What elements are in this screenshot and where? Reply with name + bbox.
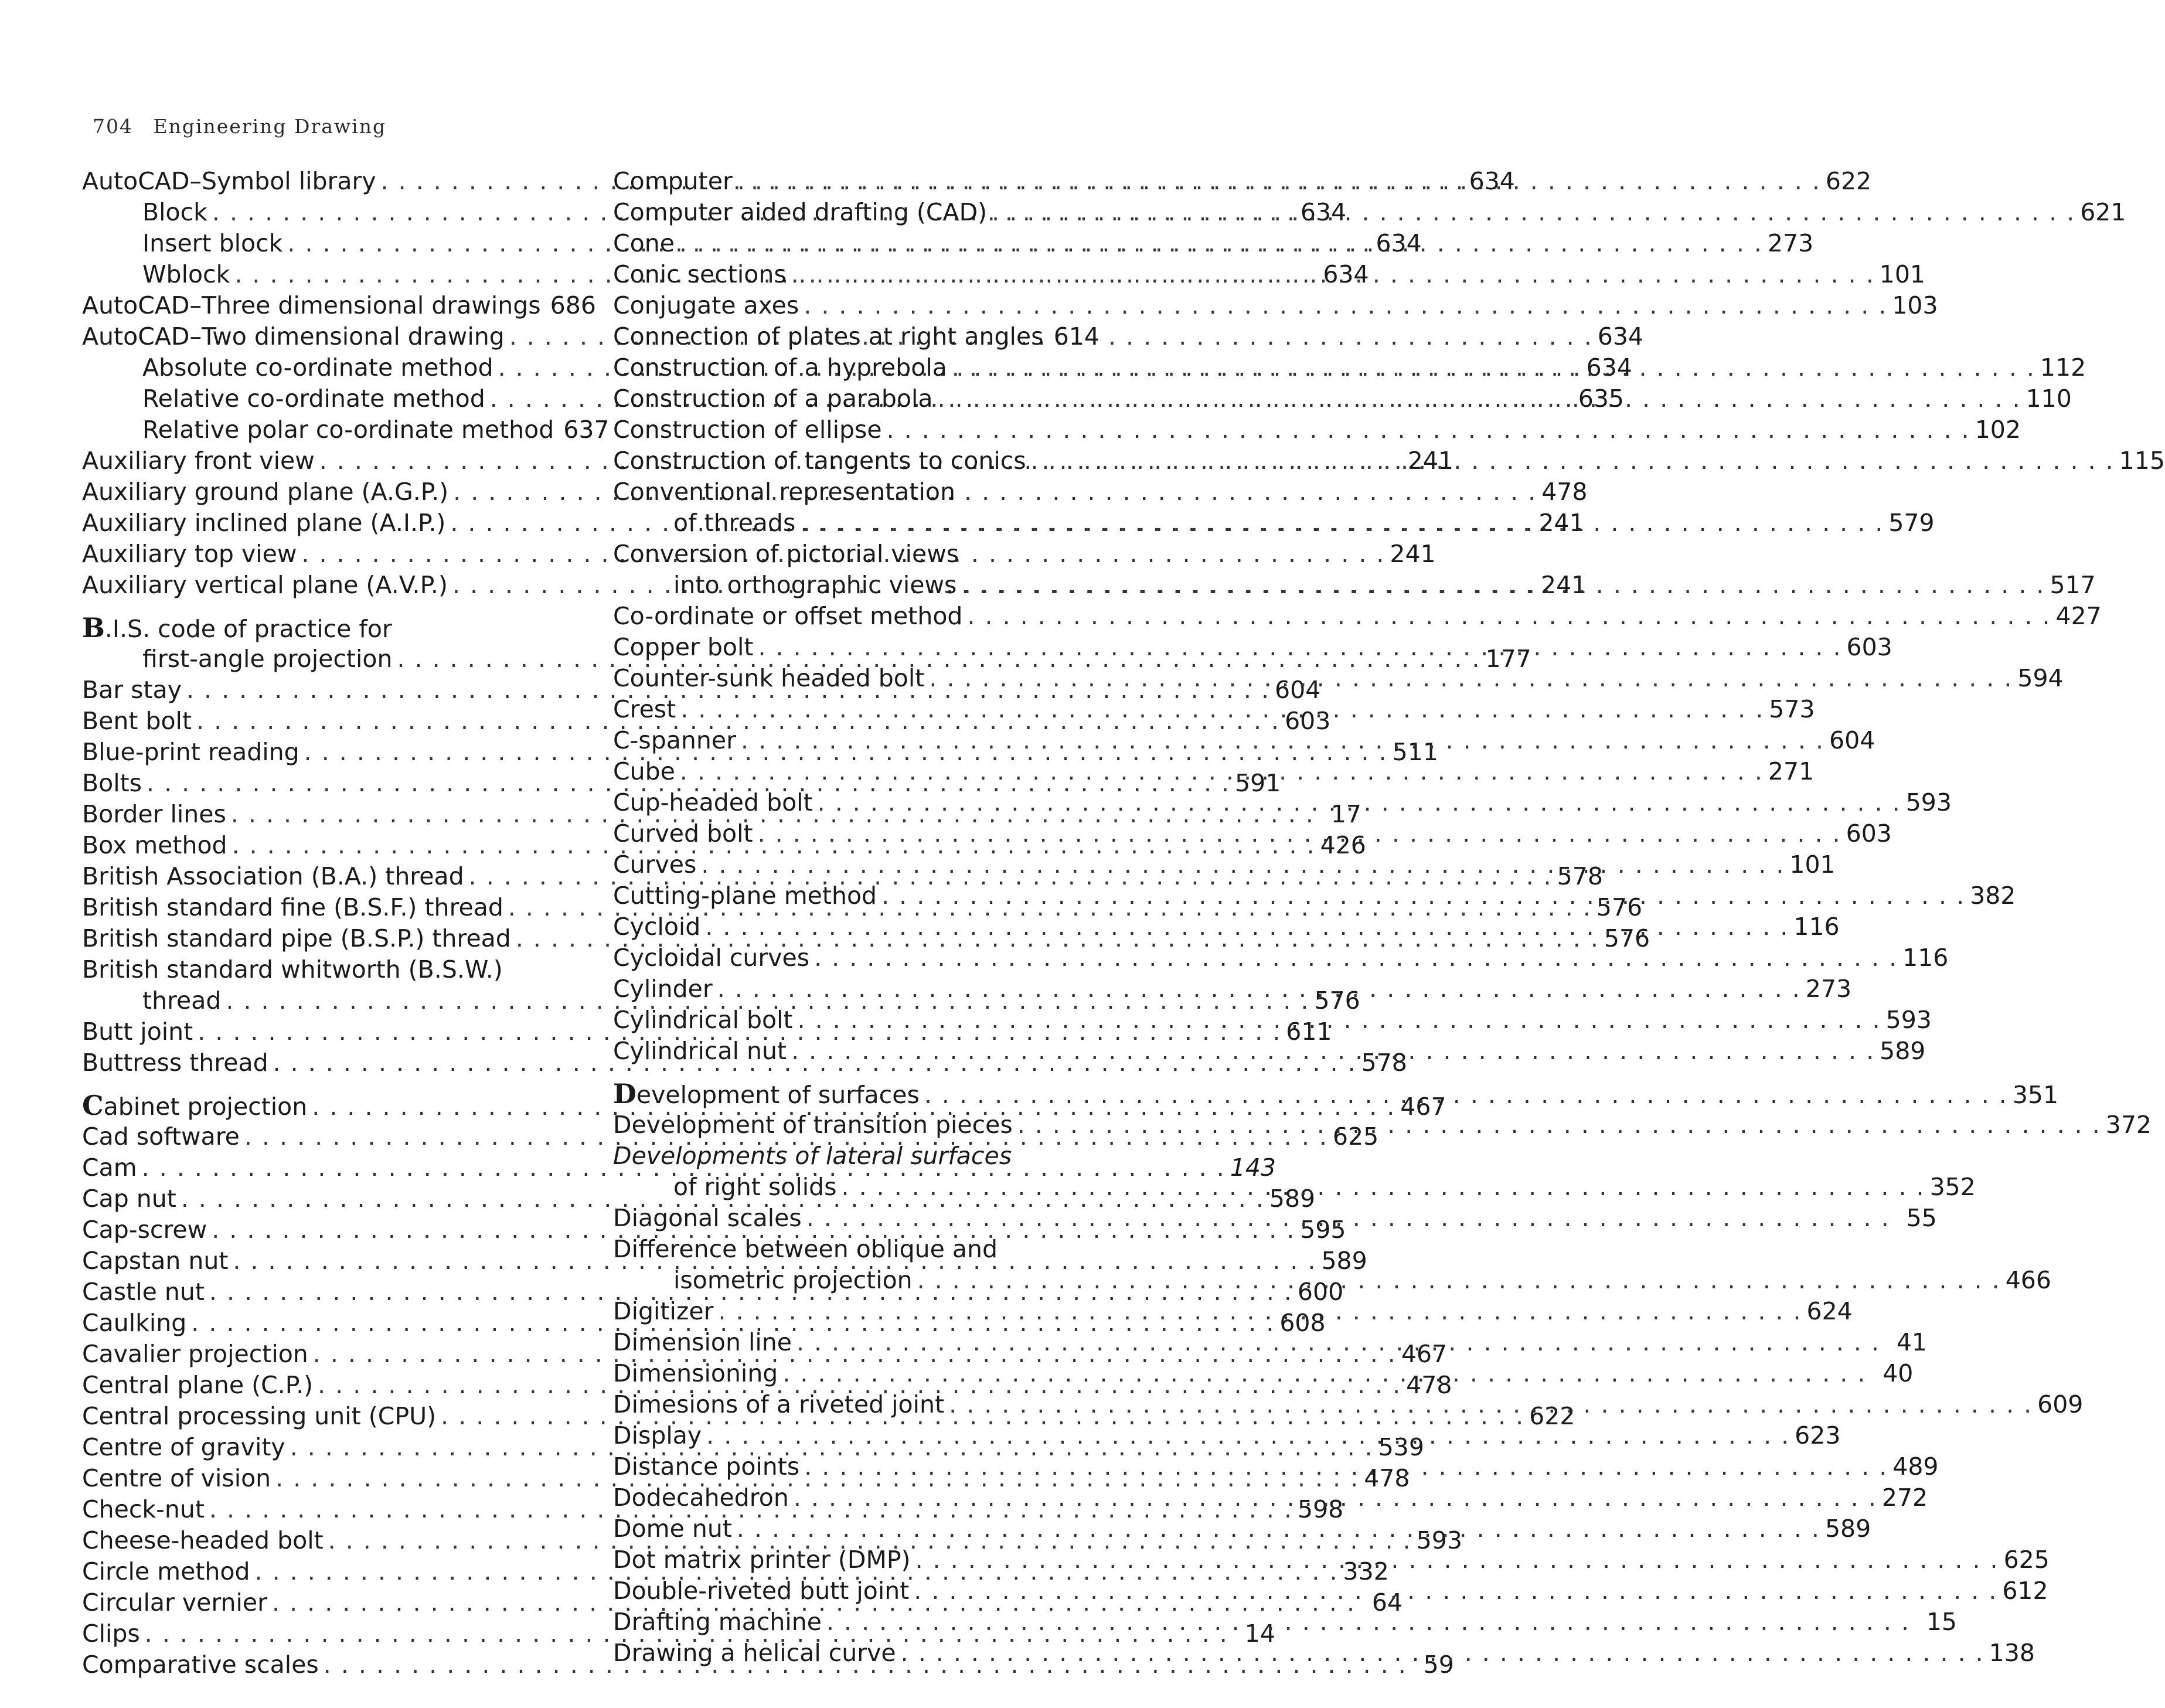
- dot-leader: [796, 1327, 1880, 1358]
- page-reference: 579: [1888, 509, 1935, 537]
- index-entry: [82, 613, 569, 644]
- index-term: Crest: [613, 695, 676, 723]
- dot-leader: [929, 663, 2013, 694]
- page-reference: 578: [1361, 1049, 1407, 1077]
- page-reference: 612: [2002, 1577, 2048, 1605]
- page-reference: 382: [1970, 882, 2016, 910]
- page-reference: 17: [1330, 800, 1361, 828]
- dot-leader: [992, 197, 2075, 228]
- index-term: Construction of a hyprebola: [613, 353, 947, 382]
- page-reference: 603: [1846, 819, 1892, 848]
- page-reference: 40: [1883, 1359, 1914, 1387]
- index-term: Buttress thread: [82, 1049, 268, 1077]
- index-term: Cup-headed bolt: [613, 788, 813, 816]
- dot-leader: [901, 1638, 1984, 1669]
- index-term: Auxiliary front view: [82, 447, 315, 475]
- index-term: of threads: [673, 509, 796, 537]
- index-term: Conjugate axes: [613, 291, 799, 319]
- index-term: Check-nut: [82, 1495, 205, 1523]
- index-term: Caulking: [82, 1309, 187, 1337]
- index-term: Auxiliary ground plane (A.G.P.): [82, 478, 449, 506]
- index-term: B.I.S. code of practice for: [82, 612, 392, 644]
- page-reference: 273: [1805, 975, 1852, 1003]
- index-term: Clips: [82, 1619, 140, 1648]
- page-reference: 593: [1905, 788, 1952, 816]
- index-entry: [613, 414, 2021, 445]
- dot-leader: [842, 1172, 1925, 1203]
- index-term: Cylinder: [613, 975, 713, 1003]
- page-reference: 608: [1279, 1309, 1326, 1337]
- index-entry: [82, 290, 596, 321]
- index-term: Bolts: [82, 769, 142, 797]
- dot-leader: [924, 1080, 2008, 1111]
- index-entry: [613, 290, 1938, 321]
- index-entry: [613, 1234, 1099, 1265]
- index-term: Dimensioning: [613, 1359, 778, 1387]
- index-term: Central plane (C.P.): [82, 1371, 314, 1399]
- index-term: AutoCAD–Two dimensional drawing: [82, 322, 505, 351]
- index-term: Computer aided drafting (CAD): [613, 198, 988, 226]
- page-reference: 466: [2005, 1266, 2051, 1294]
- dot-leader: [800, 508, 1884, 539]
- index-term: Dome nut: [613, 1515, 732, 1543]
- index-term: Curved bolt: [613, 819, 753, 848]
- index-term: Cam: [82, 1154, 137, 1182]
- page-reference: 112: [2040, 353, 2086, 382]
- dot-leader: [701, 849, 1785, 880]
- index-term: Double-riveted butt joint: [613, 1577, 910, 1605]
- index-term: Development of surfaces: [613, 1078, 920, 1110]
- page-reference: 272: [1881, 1484, 1928, 1512]
- index-entry: [613, 321, 1099, 352]
- index-term: Relative polar co-ordinate method: [142, 416, 554, 444]
- dot-leader: [718, 1296, 1802, 1327]
- dot-leader: [679, 228, 1763, 259]
- page-reference: 115: [2119, 447, 2165, 475]
- index-term: Cylindrical bolt: [613, 1006, 793, 1034]
- page-reference: 604: [1275, 676, 1321, 704]
- page-reference: 177: [1485, 645, 1531, 673]
- dot-leader: [952, 352, 2035, 383]
- index-term: Cone: [613, 229, 675, 257]
- page-reference: 625: [1332, 1122, 1379, 1151]
- page-reference: 686: [550, 291, 596, 319]
- index-term: Dimesions of a riveted joint: [613, 1390, 945, 1418]
- page-reference: 478: [1541, 478, 1588, 506]
- page-reference: 634: [1323, 260, 1369, 288]
- index-term: Wblock: [142, 260, 230, 288]
- index-term: Cap nut: [82, 1185, 176, 1213]
- dot-leader: [917, 1265, 2001, 1296]
- page-reference: 634: [1586, 353, 1632, 382]
- page-reference: 637: [563, 416, 610, 444]
- page-reference: 241: [1540, 571, 1587, 599]
- dot-leader: [915, 1544, 1999, 1576]
- index-term: Circle method: [82, 1557, 250, 1585]
- dot-leader: [782, 1358, 1866, 1389]
- index-term: Blue-print reading: [82, 738, 299, 766]
- page-reference: 624: [1806, 1297, 1853, 1325]
- index-term: Cutting-plane method: [613, 882, 877, 910]
- index-entry: [613, 1141, 1099, 1172]
- page-reference: 614: [1053, 322, 1099, 351]
- index-term: Co-ordinate or offset method: [613, 602, 963, 630]
- index-term: Construction of a parabola: [613, 385, 933, 413]
- index-term: Box method: [82, 831, 227, 859]
- index-term: Digitizer: [613, 1297, 714, 1325]
- page-reference: 332: [1343, 1557, 1389, 1585]
- index-term: Auxiliary vertical plane (A.V.P.): [82, 571, 448, 599]
- index-term: Connection of plates at right angles: [613, 322, 1044, 351]
- index-term: Capstan nut: [82, 1247, 229, 1275]
- index-term: Conversion of pictorial views: [613, 540, 959, 568]
- dot-leader: [1031, 445, 2115, 477]
- page-reference: 589: [1321, 1247, 1367, 1275]
- dot-leader: [794, 1482, 1877, 1513]
- page-reference: 241: [1390, 540, 1436, 568]
- index-term: Circular vernier: [82, 1588, 267, 1617]
- index-term: Drafting machine: [613, 1608, 822, 1636]
- page-reference: 372: [2105, 1111, 2152, 1139]
- index-term: Dot matrix printer (DMP): [613, 1546, 911, 1574]
- index-term: Insert block: [142, 229, 283, 257]
- index-term: into orthographic views: [673, 571, 957, 599]
- index-term: Centre of vision: [82, 1464, 271, 1492]
- dot-leader: [717, 974, 1801, 1005]
- page-reference: 609: [2037, 1390, 2084, 1418]
- index-term: Relative co-ordinate method: [142, 385, 485, 413]
- index-term: AutoCAD–Symbol library: [82, 167, 376, 195]
- page-reference: 241: [1538, 509, 1585, 537]
- page-reference: 634: [1376, 229, 1422, 257]
- dot-leader: [814, 943, 1898, 974]
- dot-leader: [737, 166, 1821, 197]
- dot-leader: [804, 1451, 1888, 1482]
- index-entry: [82, 414, 610, 445]
- index-term: Cheese-headed bolt: [82, 1526, 324, 1554]
- page-reference: 14: [1244, 1619, 1275, 1648]
- page-reference: 15: [1926, 1608, 1957, 1636]
- index-term: Construction of tangents to conics: [613, 447, 1026, 475]
- page-reference: 55: [1906, 1204, 1937, 1232]
- page-reference: 478: [1406, 1371, 1452, 1399]
- page-reference: 110: [2026, 385, 2072, 413]
- page-reference: 589: [1824, 1515, 1871, 1543]
- page-reference: 273: [1767, 229, 1814, 257]
- page-reference: 634: [1300, 198, 1347, 226]
- index-term: Cabinet projection: [82, 1090, 308, 1121]
- index-term: Castle nut: [82, 1278, 205, 1306]
- page-reference: 595: [1300, 1216, 1346, 1244]
- page-reference: 101: [1879, 260, 1925, 288]
- page-reference: 241: [1407, 447, 1454, 475]
- index-term: Central processing unit (CPU): [82, 1402, 437, 1430]
- index-term: Dimension line: [613, 1328, 792, 1356]
- page-reference: 101: [1789, 850, 1836, 879]
- dot-leader: [881, 880, 1965, 911]
- index-term: Auxiliary inclined plane (A.I.P.): [82, 509, 446, 537]
- page-reference: 611: [1286, 1018, 1332, 1046]
- page-reference: 623: [1795, 1421, 1841, 1450]
- page-reference: 589: [1880, 1037, 1926, 1065]
- page-reference: 576: [1596, 893, 1643, 921]
- dot-leader: [938, 383, 2021, 414]
- index-term: Conic sections: [613, 260, 787, 288]
- page-reference: 143: [1230, 1154, 1276, 1182]
- book-title: Engineering Drawing: [153, 115, 387, 138]
- index-term: first-angle projection: [142, 645, 393, 673]
- dot-leader: [680, 756, 1764, 787]
- index-term: Dodecahedron: [613, 1484, 789, 1512]
- dot-leader: [806, 1203, 1890, 1234]
- page-reference: 59: [1423, 1651, 1454, 1679]
- index-term: Auxiliary top view: [82, 540, 297, 568]
- page-reference: 591: [1235, 769, 1281, 797]
- index-term: Bent bolt: [82, 707, 192, 735]
- index-term: Developments of lateral surfaces: [613, 1142, 1012, 1170]
- dot-leader: [758, 818, 1841, 849]
- index-entry: [82, 954, 569, 985]
- index-term: Computer: [613, 167, 733, 195]
- page-reference: 598: [1298, 1495, 1344, 1523]
- index-term: Diagonal scales: [613, 1204, 802, 1232]
- index-term: isometric projection: [673, 1266, 913, 1294]
- index-term: Comparative scales: [82, 1651, 319, 1679]
- page-reference: 634: [1469, 167, 1515, 195]
- dot-leader: [705, 911, 1789, 943]
- index-entry: [613, 601, 2102, 632]
- dot-leader: [826, 1607, 1910, 1638]
- page-reference: 604: [1829, 726, 1875, 754]
- page-reference: 576: [1604, 924, 1650, 952]
- index-term: Display: [613, 1421, 702, 1450]
- page-reference: 576: [1314, 986, 1360, 1015]
- index-term: Butt joint: [82, 1018, 193, 1046]
- page-reference: 64: [1371, 1588, 1403, 1617]
- index-term: British standard whitworth (B.S.W.): [82, 955, 503, 984]
- page-reference: 622: [1825, 167, 1872, 195]
- index-term: British standard pipe (B.S.P.) thread: [82, 924, 511, 952]
- page-number: 704: [93, 115, 133, 138]
- index-term: Border lines: [82, 800, 226, 828]
- page-reference: 593: [1416, 1526, 1462, 1554]
- page-reference: 103: [1892, 291, 1938, 319]
- dot-leader: [798, 1005, 1881, 1036]
- index-entry: [613, 477, 1099, 508]
- section-initial: D: [613, 1078, 636, 1110]
- page-reference: 539: [1378, 1433, 1424, 1461]
- page-reference: 594: [2017, 664, 2064, 692]
- index-term: Cube: [613, 757, 675, 785]
- running-head: [93, 115, 386, 138]
- page-reference: 116: [1793, 913, 1840, 941]
- page-reference: 116: [1902, 944, 1949, 972]
- page-reference: 573: [1769, 695, 1815, 723]
- index-term: Cylindrical nut: [613, 1037, 787, 1065]
- page-reference: 603: [1285, 707, 1331, 735]
- index-term: Curves: [613, 850, 697, 879]
- page-reference: 102: [1975, 416, 2021, 444]
- page-reference: 489: [1892, 1452, 1939, 1481]
- index-term: British Association (B.A.) thread: [82, 862, 464, 890]
- index-entry: [613, 539, 1099, 570]
- page-reference: 478: [1364, 1464, 1410, 1492]
- dot-leader: [741, 725, 1824, 756]
- index-entry: [613, 943, 1949, 974]
- page-reference: 603: [1846, 633, 1892, 661]
- dot-leader: [791, 1036, 1875, 1067]
- dot-leader: [887, 414, 1970, 445]
- dot-leader: [737, 1513, 1820, 1544]
- dot-leader: [1017, 1110, 2101, 1141]
- dot-leader: [680, 694, 1764, 725]
- index-term: Bar stay: [82, 676, 182, 704]
- page-reference: 621: [2080, 198, 2126, 226]
- page-reference: 517: [2050, 571, 2096, 599]
- index-term: Cavalier projection: [82, 1340, 308, 1368]
- page-reference: 41: [1896, 1328, 1927, 1356]
- index-term: C-spanner: [613, 726, 736, 754]
- index-term: Centre of gravity: [82, 1433, 285, 1461]
- dot-leader: [818, 787, 1901, 818]
- page-reference: 467: [1401, 1340, 1448, 1368]
- dot-leader: [914, 1576, 1997, 1607]
- dot-leader: [758, 632, 1841, 663]
- index-term: AutoCAD–Three dimensional drawings: [82, 291, 541, 319]
- page-reference: 589: [1269, 1185, 1316, 1213]
- dot-leader: [804, 290, 1887, 321]
- dot-leader: [961, 570, 2045, 601]
- section-initial: B: [82, 612, 105, 644]
- index-term: Difference between oblique and: [613, 1235, 998, 1263]
- page-reference: 138: [1989, 1639, 2035, 1667]
- dot-leader: [706, 1420, 1790, 1451]
- index-term: British standard fine (B.S.F.) thread: [82, 893, 503, 921]
- index-term: Cad software: [82, 1122, 240, 1151]
- page-reference: 426: [1320, 831, 1366, 859]
- index-term: Cycloidal curves: [613, 944, 810, 972]
- page-reference: 634: [1597, 322, 1644, 351]
- index-term: Drawing a helical curve: [613, 1639, 896, 1667]
- page-reference: 352: [1929, 1173, 1976, 1201]
- index-term: Distance points: [613, 1452, 800, 1481]
- page-reference: 511: [1392, 738, 1438, 766]
- index-term: Absolute co-ordinate method: [142, 353, 493, 382]
- index-term: Block: [142, 198, 207, 226]
- section-initial: C: [82, 1090, 104, 1121]
- index-term: Construction of ellipse: [613, 416, 882, 444]
- page-reference: 271: [1768, 757, 1815, 785]
- page-reference: 635: [1578, 385, 1625, 413]
- dot-leader: [949, 1389, 2033, 1420]
- page-reference: 593: [1885, 1006, 1932, 1034]
- page-reference: 625: [2003, 1546, 2050, 1574]
- page-reference: 351: [2012, 1081, 2059, 1109]
- page-reference: 578: [1557, 862, 1603, 890]
- index-term: Development of transition pieces: [613, 1111, 1013, 1139]
- dot-leader: [967, 601, 2051, 632]
- dot-leader: [791, 259, 1875, 290]
- index-term: of right solids: [673, 1173, 837, 1201]
- index-term: Cap-screw: [82, 1216, 207, 1244]
- index-term: thread: [142, 986, 222, 1015]
- page-reference: 622: [1529, 1402, 1575, 1430]
- page-reference: 467: [1400, 1093, 1446, 1121]
- index-term: Cycloid: [613, 913, 701, 941]
- index-term: Counter-sunk headed bolt: [613, 664, 925, 692]
- page-reference: 427: [2055, 602, 2102, 630]
- page-reference: 600: [1297, 1278, 1344, 1306]
- index-term: Conventional representation: [613, 478, 955, 506]
- index-term: Copper bolt: [613, 633, 754, 661]
